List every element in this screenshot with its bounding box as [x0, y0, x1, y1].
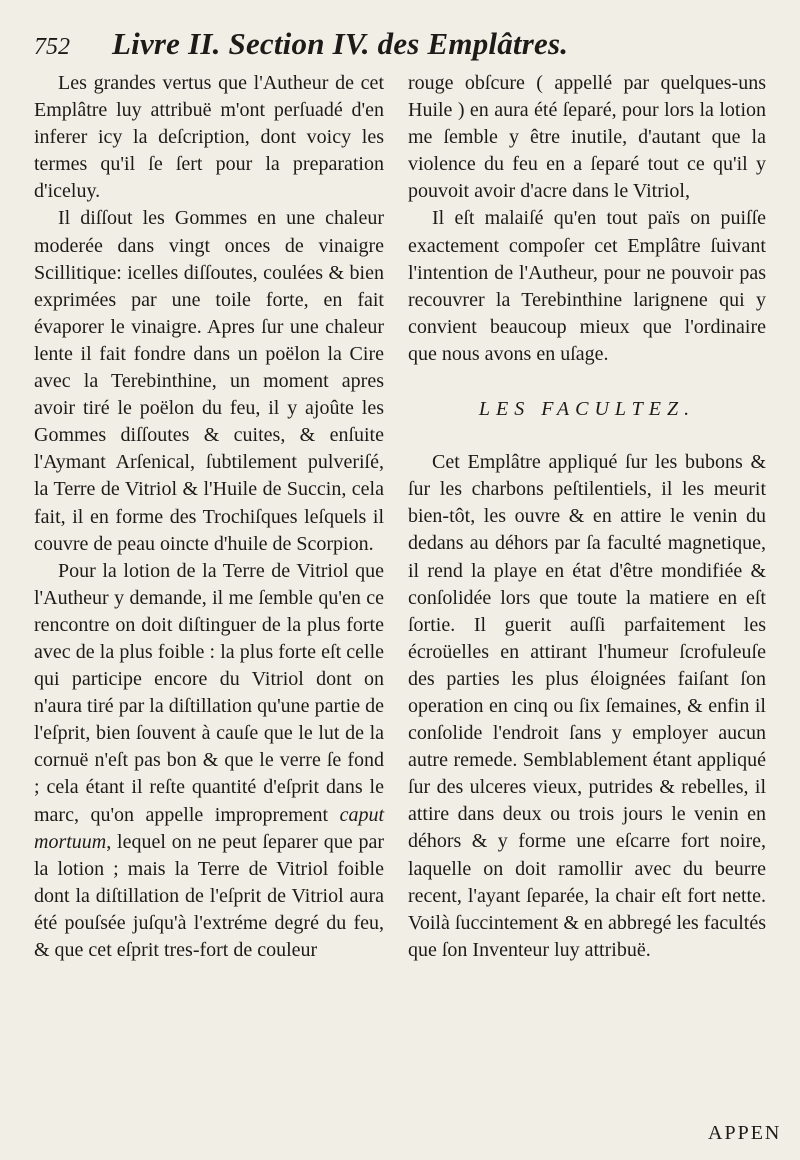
section-heading: LES FACULTEZ. [478, 398, 696, 421]
paragraph: Il diſſout les Gommes en une chaleur moderée dans vingt onces de vinaigre Scillitique: icelles diſſoutes, coulées & bien exprimées par une toile forte, en fait évaporer le vinaigre. Apres ſur une chaleur lente il fait fondre dans un poëlon la Cire avec la Terebinthine, un moment apres avoir tiré le poëlon du feu, il y ajoûte les Gommes diſſoutes & cuites, & enſuite l'Aymant Arſenical, ſubtilement pulveriſé, la Terre de Vitriol & l'Huile de Succin, cela fait, il en forme des Trochiſques leſquels il couvre de peau oincte d'huile de Scorpion. [34, 207, 384, 555]
running-title: Livre II. Section IV. des Emplâtres. [112, 26, 569, 61]
paragraph: Il eſt malaiſé qu'en tout païs on puiſſe exactement compoſer cet Emplâtre ſuivant l'intention de l'Autheur, pour ne pouvoir pas recouvrer la Terebinthine larignene qui y convient beaucoup mieux que l'ordinaire que nous avons en uſage. [408, 207, 766, 365]
paragraph: Les grandes vertus que l'Autheur de cet Emplâtre luy attribuë m'ont perſuadé d'en inferer icy la deſcription, dont voicy les termes qu'il ſe ſert pour la preparation d'iceluy. [34, 72, 384, 203]
catchword: APPEN [708, 1122, 782, 1144]
left-column [34, 70, 384, 964]
paragraph: rouge obſcure ( appellé par quelques-uns Huile ) en aura été ſeparé, pour lors la lotion me ſemble y être inutile, d'autant que la violence du feu en a ſeparé tout ce qu'il y pouvoit avoir d'acre dans le Vitriol, [408, 72, 766, 203]
right-column [408, 70, 766, 964]
page-number: 752 [34, 34, 70, 60]
paragraph: Cet Emplâtre appliqué ſur les bubons & ſur les charbons peſtilentiels, il les meurit bien-tôt, les ouvre & en attire le venin du dedans au déhors par ſa faculté magnetique, il rend la playe en état d'être mondifiée & conſolidée lors que toute la matiere en eſt ſortie. Il guerit auſſi parfaitement les écroüelles en attirant l'humeur ſcrofuleuſe des parties les plus éloignées faiſant ſon operation en cinq ou ſix ſemaines, & enfin il conſolide l'endroit ſans y employer aucun autre remede. Semblablement étant appliqué ſur des ulceres vieux, putrides & rebelles, il attire dans deux ou trois jours le venin en déhors & y forme une eſcarre fort noire, laquelle on doit ramollir avec du beurre recent, l'ayant ſeparée, la chair eſt fort nette. Voilà ſuccintement & en abbregé les facultés que ſon Inventeur luy attribuë. [408, 451, 766, 961]
latin-term: caput mortuum [34, 803, 384, 853]
page-header [34, 22, 774, 66]
paragraph [34, 558, 384, 964]
paragraph-text: , lequel on ne peut ſeparer que par la lotion ; mais la Terre de Vitriol foible dont la diſtillation de l'eſprit de Vitriol aura été pouſsée juſqu'à l'extréme degré du feu, & que cet eſprit tres-fort de couleur [34, 830, 384, 961]
paragraph-text: Pour la lotion de la Terre de Vitriol que l'Autheur y demande, il me ſemble qu'en ce rencontre on doit diſtinguer de la plus forte avec de la plus foible : la plus forte eſt celle qui participe encore du Vitriol dont on n'aura tiré par la diſtillation qu'une partie de l'eſprit, bien ſouvent à cauſe que le lut de la cornuë n'eſt pas bon & que le verre ſe fond ; cela étant il reſte quantité d'eſprit dans le marc, qu'on appelle improprement [34, 559, 384, 826]
